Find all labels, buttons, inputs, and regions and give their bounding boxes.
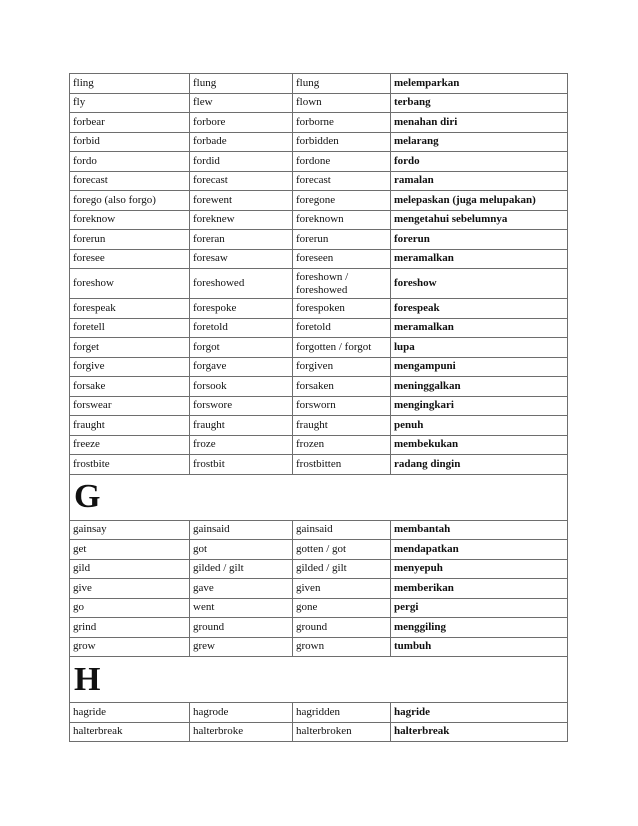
base-form-cell: hagride	[70, 703, 190, 723]
past-participle-cell: forecast	[293, 171, 391, 191]
base-form-cell: foreknow	[70, 210, 190, 230]
past-tense-cell: fraught	[190, 416, 293, 436]
past-participle-cell: foreseen	[293, 249, 391, 269]
past-participle-cell: hagridden	[293, 703, 391, 723]
meaning-cell: tumbuh	[391, 637, 568, 657]
table-row	[70, 152, 568, 172]
meaning-cell: hagride	[391, 703, 568, 723]
table-row	[70, 269, 568, 299]
table-row	[70, 132, 568, 152]
past-participle-cell: flown	[293, 93, 391, 113]
meaning-cell: meramalkan	[391, 249, 568, 269]
past-participle-cell: gainsaid	[293, 520, 391, 540]
meaning-cell: meninggalkan	[391, 377, 568, 397]
table-row	[70, 318, 568, 338]
meaning-cell: forespeak	[391, 299, 568, 319]
meaning-cell: forerun	[391, 230, 568, 250]
past-tense-cell: ground	[190, 618, 293, 638]
section-letter-heading: H	[70, 657, 568, 703]
base-form-cell: forget	[70, 338, 190, 358]
table-row	[70, 338, 568, 358]
base-form-cell: gainsay	[70, 520, 190, 540]
past-tense-cell: forgot	[190, 338, 293, 358]
base-form-cell: gild	[70, 559, 190, 579]
past-participle-cell: ground	[293, 618, 391, 638]
past-tense-cell: forbore	[190, 113, 293, 133]
base-form-cell: foreshow	[70, 269, 190, 299]
table-row	[70, 249, 568, 269]
past-participle-cell: frostbitten	[293, 455, 391, 475]
meaning-cell: membekukan	[391, 435, 568, 455]
past-tense-cell: gainsaid	[190, 520, 293, 540]
base-form-cell: halterbreak	[70, 722, 190, 742]
base-form-cell: fling	[70, 74, 190, 94]
past-tense-cell: gave	[190, 579, 293, 599]
past-tense-cell: fordid	[190, 152, 293, 172]
base-form-cell: forsake	[70, 377, 190, 397]
base-form-cell: foretell	[70, 318, 190, 338]
meaning-cell: radang dingin	[391, 455, 568, 475]
meaning-cell: melepaskan (juga melupakan)	[391, 191, 568, 211]
meaning-cell: halterbreak	[391, 722, 568, 742]
base-form-cell: forego (also forgo)	[70, 191, 190, 211]
base-form-cell: freeze	[70, 435, 190, 455]
irregular-verbs-table	[69, 73, 568, 742]
base-form-cell: forerun	[70, 230, 190, 250]
past-participle-cell: foreshown / foreshowed	[293, 269, 391, 299]
past-tense-cell: foretold	[190, 318, 293, 338]
base-form-cell: frostbite	[70, 455, 190, 475]
past-participle-cell: grown	[293, 637, 391, 657]
meaning-cell: menyepuh	[391, 559, 568, 579]
past-participle-cell: given	[293, 579, 391, 599]
table-row	[70, 230, 568, 250]
section-letter-row	[70, 657, 568, 703]
meaning-cell: membantah	[391, 520, 568, 540]
table-row	[70, 540, 568, 560]
past-participle-cell: forerun	[293, 230, 391, 250]
base-form-cell: fly	[70, 93, 190, 113]
base-form-cell: foresee	[70, 249, 190, 269]
section-letter-heading: G	[70, 474, 568, 520]
meaning-cell: penuh	[391, 416, 568, 436]
base-form-cell: forecast	[70, 171, 190, 191]
past-tense-cell: gilded / gilt	[190, 559, 293, 579]
table-row	[70, 210, 568, 230]
section-letter-row	[70, 474, 568, 520]
base-form-cell: grind	[70, 618, 190, 638]
meaning-cell: mengetahui sebelumnya	[391, 210, 568, 230]
past-tense-cell: foreran	[190, 230, 293, 250]
past-tense-cell: froze	[190, 435, 293, 455]
table-row	[70, 618, 568, 638]
meaning-cell: fordo	[391, 152, 568, 172]
base-form-cell: go	[70, 598, 190, 618]
meaning-cell: menahan diri	[391, 113, 568, 133]
base-form-cell: fordo	[70, 152, 190, 172]
table-row	[70, 722, 568, 742]
past-participle-cell: halterbroken	[293, 722, 391, 742]
meaning-cell: menggiling	[391, 618, 568, 638]
base-form-cell: forespeak	[70, 299, 190, 319]
past-participle-cell: forbidden	[293, 132, 391, 152]
meaning-cell: meramalkan	[391, 318, 568, 338]
meaning-cell: mengingkari	[391, 396, 568, 416]
table-row	[70, 396, 568, 416]
table-row	[70, 520, 568, 540]
past-tense-cell: foreknew	[190, 210, 293, 230]
meaning-cell: mendapatkan	[391, 540, 568, 560]
table-row	[70, 559, 568, 579]
table-row	[70, 637, 568, 657]
verbs-table-body	[70, 74, 568, 742]
past-tense-cell: went	[190, 598, 293, 618]
table-row	[70, 579, 568, 599]
meaning-cell: melemparkan	[391, 74, 568, 94]
base-form-cell: forbid	[70, 132, 190, 152]
past-tense-cell: flung	[190, 74, 293, 94]
past-tense-cell: foresaw	[190, 249, 293, 269]
past-tense-cell: got	[190, 540, 293, 560]
table-row	[70, 171, 568, 191]
base-form-cell: forbear	[70, 113, 190, 133]
meaning-cell: lupa	[391, 338, 568, 358]
past-tense-cell: forbade	[190, 132, 293, 152]
table-row	[70, 74, 568, 94]
past-participle-cell: forgiven	[293, 357, 391, 377]
past-participle-cell: foregone	[293, 191, 391, 211]
base-form-cell: fraught	[70, 416, 190, 436]
base-form-cell: grow	[70, 637, 190, 657]
past-participle-cell: gilded / gilt	[293, 559, 391, 579]
table-row	[70, 416, 568, 436]
past-participle-cell: forespoken	[293, 299, 391, 319]
past-tense-cell: foreshowed	[190, 269, 293, 299]
past-tense-cell: forsook	[190, 377, 293, 397]
past-tense-cell: frostbit	[190, 455, 293, 475]
base-form-cell: forswear	[70, 396, 190, 416]
past-tense-cell: flew	[190, 93, 293, 113]
table-row	[70, 455, 568, 475]
past-tense-cell: hagrode	[190, 703, 293, 723]
past-participle-cell: flung	[293, 74, 391, 94]
meaning-cell: melarang	[391, 132, 568, 152]
past-participle-cell: foreknown	[293, 210, 391, 230]
past-participle-cell: forborne	[293, 113, 391, 133]
past-tense-cell: halterbroke	[190, 722, 293, 742]
past-tense-cell: forgave	[190, 357, 293, 377]
table-row	[70, 113, 568, 133]
table-row	[70, 703, 568, 723]
past-participle-cell: forgotten / forgot	[293, 338, 391, 358]
table-row	[70, 93, 568, 113]
past-participle-cell: foretold	[293, 318, 391, 338]
table-row	[70, 598, 568, 618]
base-form-cell: give	[70, 579, 190, 599]
past-tense-cell: forespoke	[190, 299, 293, 319]
base-form-cell: forgive	[70, 357, 190, 377]
past-participle-cell: forsaken	[293, 377, 391, 397]
past-participle-cell: fordone	[293, 152, 391, 172]
past-tense-cell: forswore	[190, 396, 293, 416]
table-row	[70, 377, 568, 397]
meaning-cell: ramalan	[391, 171, 568, 191]
meaning-cell: memberikan	[391, 579, 568, 599]
meaning-cell: mengampuni	[391, 357, 568, 377]
table-row	[70, 299, 568, 319]
meaning-cell: foreshow	[391, 269, 568, 299]
past-participle-cell: fraught	[293, 416, 391, 436]
past-participle-cell: frozen	[293, 435, 391, 455]
meaning-cell: terbang	[391, 93, 568, 113]
past-participle-cell: forsworn	[293, 396, 391, 416]
table-row	[70, 191, 568, 211]
meaning-cell: pergi	[391, 598, 568, 618]
table-row	[70, 357, 568, 377]
past-participle-cell: gotten / got	[293, 540, 391, 560]
past-participle-cell: gone	[293, 598, 391, 618]
table-row	[70, 435, 568, 455]
past-tense-cell: forecast	[190, 171, 293, 191]
base-form-cell: get	[70, 540, 190, 560]
past-tense-cell: grew	[190, 637, 293, 657]
past-tense-cell: forewent	[190, 191, 293, 211]
